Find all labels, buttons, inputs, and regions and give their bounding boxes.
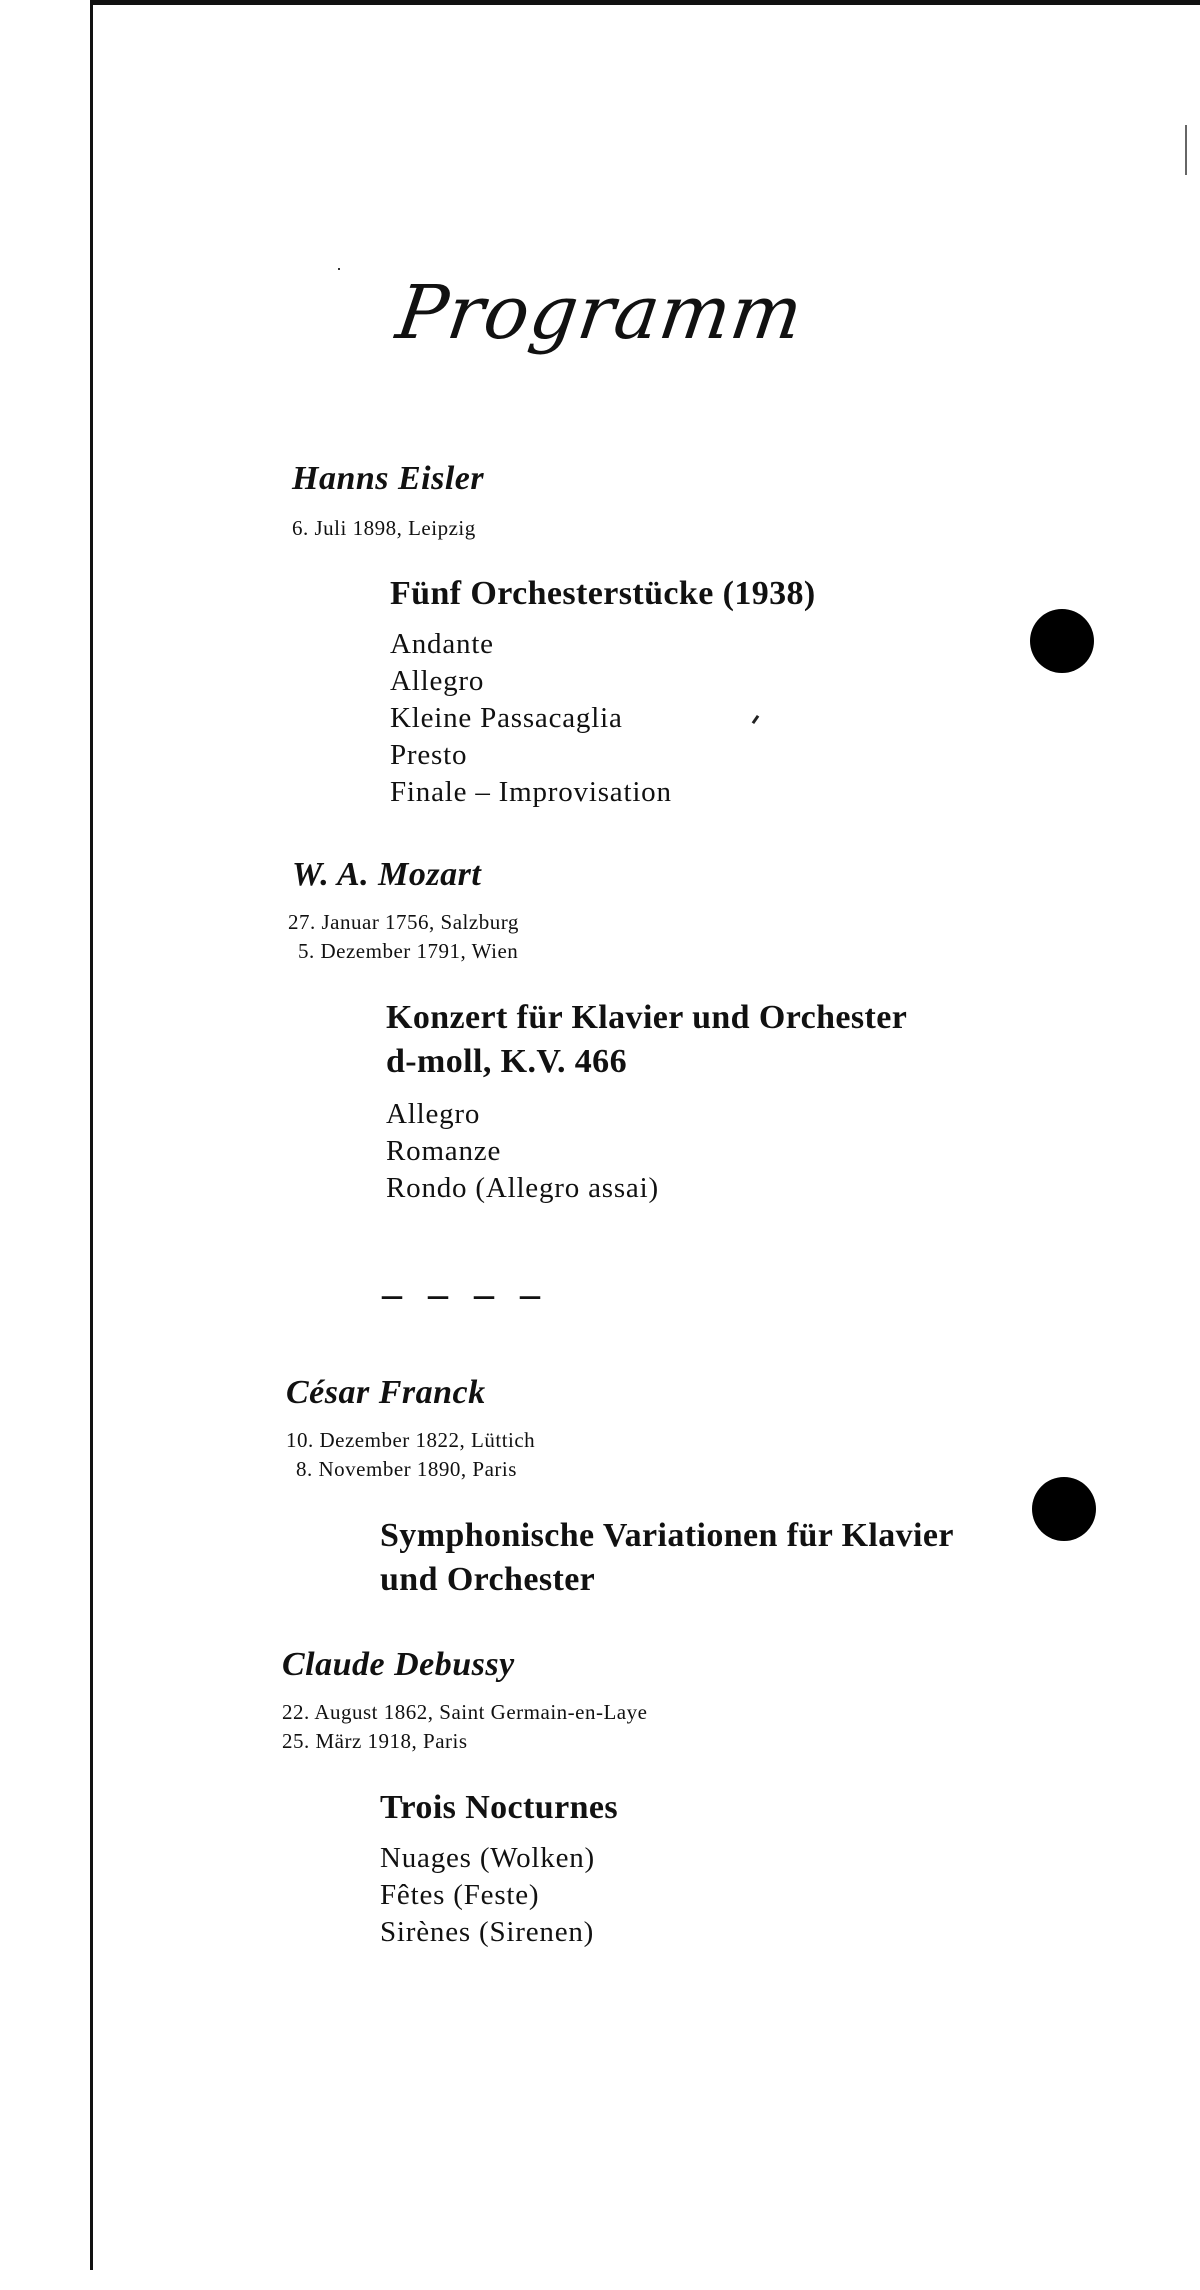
date-line: 6. Juli 1898, Leipzig — [292, 516, 476, 540]
date-line: 25. März 1918, Paris — [282, 1729, 468, 1753]
composer-name: Hanns Eisler — [292, 460, 485, 497]
scan-edge-mark — [1185, 125, 1187, 175]
date-line: 27. Januar 1756, Salzburg — [288, 910, 519, 934]
date-line: 8. November 1890, Paris — [296, 1457, 517, 1481]
page-title: Programm — [391, 270, 809, 356]
movement-item: Allegro — [390, 665, 485, 697]
movement-list — [386, 1096, 659, 1207]
movement-item: Sirènes (Sirenen) — [380, 1916, 595, 1948]
work-title-line: und Orchester — [380, 1561, 596, 1598]
work-title — [386, 996, 907, 1084]
composer-dates — [288, 908, 519, 966]
scan-speck-mark — [752, 715, 760, 724]
composer-dates — [286, 1426, 535, 1484]
work-title — [380, 1786, 618, 1830]
work-title-line: Fünf Orchesterstücke (1938) — [390, 575, 816, 612]
movement-item: Finale – Improvisation — [390, 776, 672, 808]
page-top-border — [90, 0, 1200, 5]
intermission-divider: – – – – — [382, 1271, 548, 1316]
movement-item: Allegro — [386, 1098, 481, 1130]
work-title-line: d-moll, K.V. 466 — [386, 1043, 627, 1080]
composer-name: César Franck — [286, 1374, 486, 1411]
punch-hole-top — [1030, 609, 1094, 673]
date-line: 5. Dezember 1791, Wien — [298, 939, 519, 963]
movement-item: Rondo (Allegro assai) — [386, 1172, 659, 1204]
composer-dates — [292, 514, 476, 543]
movement-item: Nuages (Wolken) — [380, 1842, 596, 1874]
work-title-line: Trois Nocturnes — [380, 1789, 619, 1826]
composer-name: W. A. Mozart — [292, 856, 482, 893]
movement-list — [390, 626, 672, 811]
work-title-line: Konzert für Klavier und Orchester — [386, 999, 908, 1036]
work-title — [380, 1514, 954, 1602]
movement-list — [380, 1840, 595, 1951]
date-line: 22. August 1862, Saint Germain-en-Laye — [282, 1700, 648, 1724]
movement-item: Presto — [390, 739, 468, 771]
movement-item: Andante — [390, 628, 494, 660]
movement-item: Fêtes (Feste) — [380, 1879, 540, 1911]
movement-item: Kleine Passacaglia — [390, 702, 623, 734]
composer-name: Claude Debussy — [282, 1646, 515, 1683]
date-line: 10. Dezember 1822, Lüttich — [286, 1428, 536, 1452]
punch-hole-bottom — [1032, 1477, 1096, 1541]
work-title — [390, 572, 816, 616]
work-title-line: Symphonische Variationen für Klavier — [380, 1517, 954, 1554]
composer-dates — [282, 1698, 647, 1756]
movement-item: Romanze — [386, 1135, 502, 1167]
